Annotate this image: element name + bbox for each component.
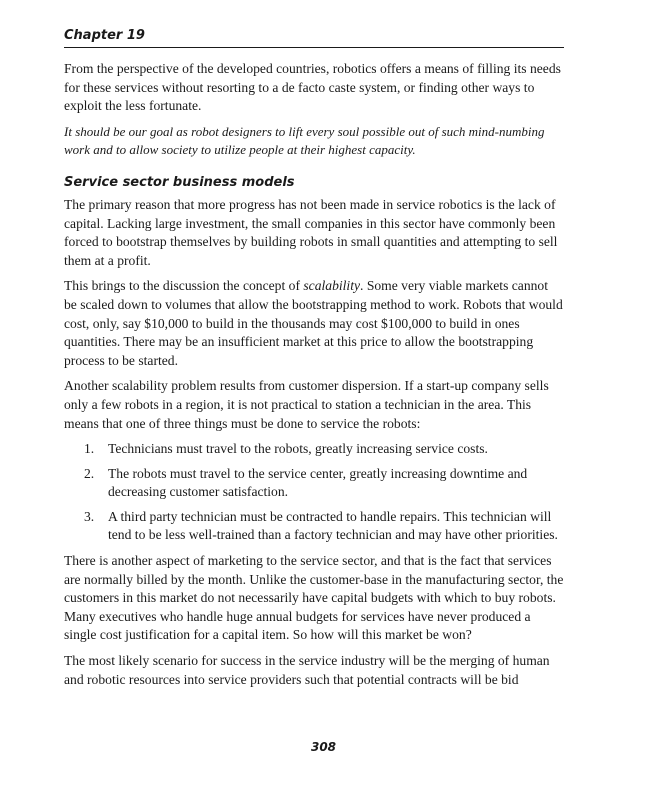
- list-item-text: Technicians must travel to the robots, greatly increasing service costs.: [108, 441, 488, 457]
- list-item-text: The robots must travel to the service center, greatly increasing downtime and decreasing customer satisfaction.: [108, 465, 528, 500]
- paragraph-dispersion: Another scalability problem results from customer dispersion. If a start-up company sells only a few robots in a region, it is not practical to station a technician in the area. This means that one of three things must be done to service the robots:: [64, 378, 549, 431]
- list-item-number: 2.: [84, 465, 95, 481]
- paragraph-scalability: [64, 277, 564, 370]
- list-item-number: 3.: [84, 508, 95, 524]
- scalability-term: scalability: [303, 278, 361, 294]
- chapter-header: Chapter 19: [64, 28, 564, 48]
- page-body: [64, 28, 564, 696]
- page-number: 308: [310, 740, 337, 754]
- list-item: [64, 508, 564, 545]
- list-item-text: A third party technician must be contracted to handle repairs. This technician will tend to be less well-trained than a factory technician and may have other priorities.: [108, 508, 558, 543]
- scalability-text-before: This brings to the discussion the concept of: [64, 278, 304, 294]
- scalability-text-after: . Some very viable markets cannot be scaled down to volumes that allow the bootstrapping method to work. Robots that would cost, only, say $10,000 to build in the thousands may cost $100,000 to build in ones quantities. There may be an insufficient market at this price to allow the bootstrapping process to be started.: [64, 278, 563, 368]
- paragraph-1: From the perspective of the developed countries, robotics offers a means of filling its needs for these services without resorting to a de facto caste system, or finding other ways to exploit the less fortunate.: [64, 61, 561, 114]
- numbered-list: [64, 440, 564, 545]
- italic-statement: It should be our goal as robot designers to lift every soul possible out of such mind-numbing work and to allow society to utilize people at their highest capacity.: [64, 123, 545, 158]
- list-item: [64, 465, 564, 502]
- paragraph-capital: The primary reason that more progress has not been made in service robotics is the lack of capital. Lacking large investment, the small companies in this sector have commonly been forced to bootstrap themselves by building robots in small quantities and attempting to sell them at a profit.: [64, 196, 558, 268]
- list-item: [64, 440, 564, 459]
- paragraph-billing: There is another aspect of marketing to the service sector, and that is the fact that services are normally billed by the month. Unlike the customer-base in the manufacturing sector, the customers in this market do not necessarily have capital budgets with which to buy robots. Many executives who handle huge annual budgets for services have never produced a single cost justification for a capital item. So how will this market be won?: [64, 553, 564, 643]
- paragraph-scenario: The most likely scenario for success in the service industry will be the merging of human and robotic resources into service providers such that potential contracts will be bid: [64, 653, 550, 687]
- section-heading: Service sector business models: [64, 174, 295, 190]
- list-item-number: 1.: [84, 441, 95, 457]
